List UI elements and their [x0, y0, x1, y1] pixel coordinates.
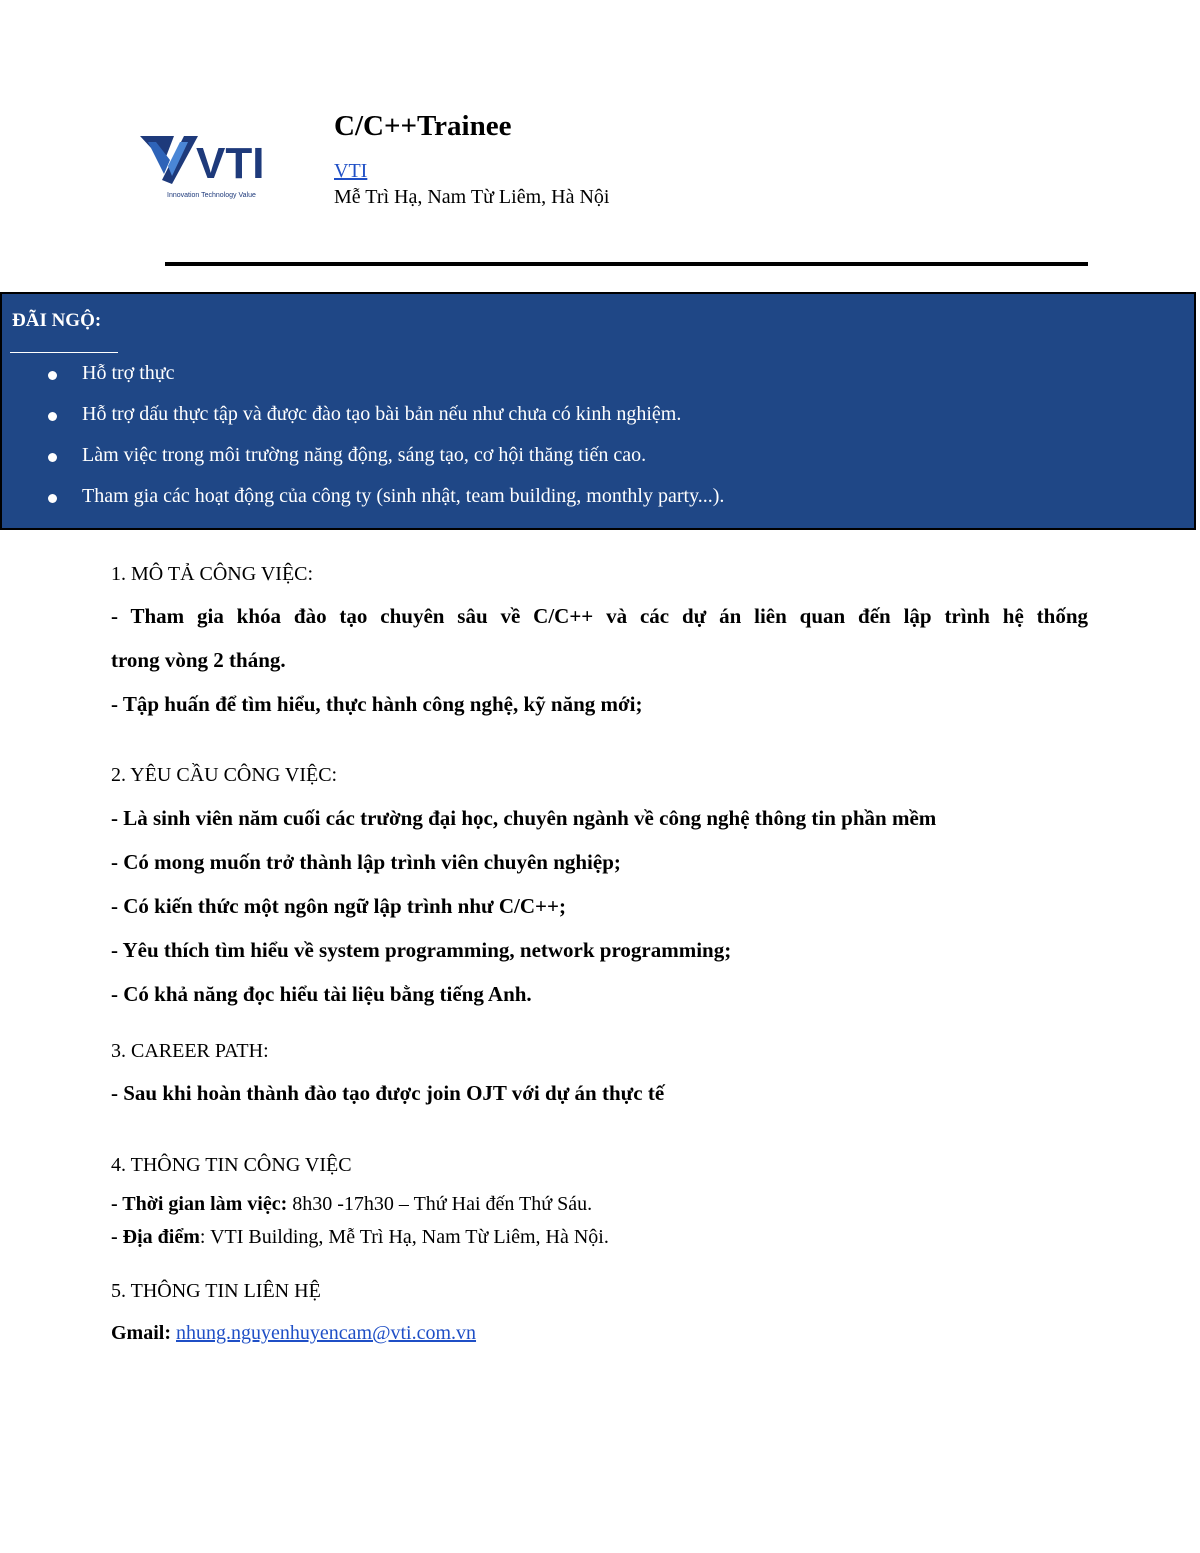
- benefits-heading: ĐÃI NGỘ:: [12, 310, 102, 331]
- requirement-item: - Có khả năng đọc hiểu tài liệu bằng tiếng Anh.: [111, 982, 532, 1006]
- work-time-value: 8h30 -17h30 – Thứ Hai đến Thứ Sáu.: [287, 1193, 593, 1215]
- vti-logo-mark-icon: [140, 132, 270, 190]
- work-place-line: [111, 1226, 609, 1249]
- benefit-text: Làm việc trong môi trường năng động, sáng tạo, cơ hội thăng tiến cao.: [82, 444, 647, 466]
- company-link[interactable]: VTI: [334, 160, 368, 182]
- benefit-text: Tham gia các hoạt động của công ty (sinh nhật, team building, monthly party...).: [82, 485, 725, 507]
- company-address: Mễ Trì Hạ, Nam Từ Liêm, Hà Nội: [334, 186, 610, 208]
- work-place-label: - Địa điểm: [111, 1226, 200, 1248]
- benefit-text: Hỗ trợ dấu thực tập và được đào tạo bài bản nếu như chưa có kinh nghiệm.: [82, 403, 682, 425]
- career-line: - Sau khi hoàn thành đào tạo được join OJT với dự án thực tế: [111, 1081, 665, 1105]
- benefits-panel: [0, 292, 1196, 530]
- bullet-icon: [48, 494, 57, 503]
- work-place-value: : VTI Building, Mễ Trì Hạ, Nam Từ Liêm, Hà Nội.: [199, 1226, 609, 1248]
- section-title-job-info: 4. THÔNG TIN CÔNG VIỆC: [111, 1154, 352, 1176]
- section-title-contact: 5. THÔNG TIN LIÊN HỆ: [111, 1280, 321, 1302]
- gmail-label: Gmail:: [111, 1322, 171, 1344]
- benefit-item: [82, 444, 646, 467]
- contact-line: [111, 1322, 476, 1345]
- requirement-item: - Có mong muốn trở thành lập trình viên chuyên nghiệp;: [111, 850, 621, 874]
- benefit-item: [82, 362, 175, 385]
- section-title-career: 3. CAREER PATH:: [111, 1040, 269, 1062]
- section-title-requirements: 2. YÊU CẦU CÔNG VIỆC:: [111, 764, 338, 786]
- email-link[interactable]: nhung.nguyenhuyencam@vti.com.vn: [176, 1322, 477, 1344]
- logo-wordmark: VTI: [196, 139, 265, 188]
- requirement-item: - Yêu thích tìm hiểu về system programming, network programming;: [111, 938, 732, 962]
- benefit-item: [82, 403, 681, 426]
- section-title-description: 1. MÔ TẢ CÔNG VIỆC:: [111, 563, 314, 585]
- header-divider: [165, 262, 1088, 266]
- bullet-icon: [48, 371, 57, 380]
- benefit-text: Hỗ trợ thực: [82, 362, 175, 384]
- bullet-icon: [48, 453, 57, 462]
- benefit-item: [82, 485, 724, 508]
- vti-logo: [140, 132, 270, 204]
- description-line: trong vòng 2 tháng.: [111, 648, 286, 672]
- logo-tagline: Innovation Technology Value: [167, 192, 256, 199]
- work-time-label: - Thời gian làm việc:: [111, 1193, 288, 1215]
- description-line: - Tập huấn để tìm hiểu, thực hành công nghệ, kỹ năng mới;: [111, 692, 643, 716]
- requirement-item: - Có kiến thức một ngôn ngữ lập trình như C/C++;: [111, 894, 566, 918]
- work-time-line: [111, 1193, 592, 1216]
- benefits-heading-underline: [10, 352, 118, 353]
- job-title: C/C++Trainee: [334, 110, 512, 142]
- description-line: - Tham gia khóa đào tạo chuyên sâu về C/C++ và các dự án liên quan đến lập trình hệ thống: [111, 604, 1088, 628]
- requirement-item: - Là sinh viên năm cuối các trường đại học, chuyên ngành về công nghệ thông tin phần mềm: [111, 806, 937, 830]
- bullet-icon: [48, 412, 57, 421]
